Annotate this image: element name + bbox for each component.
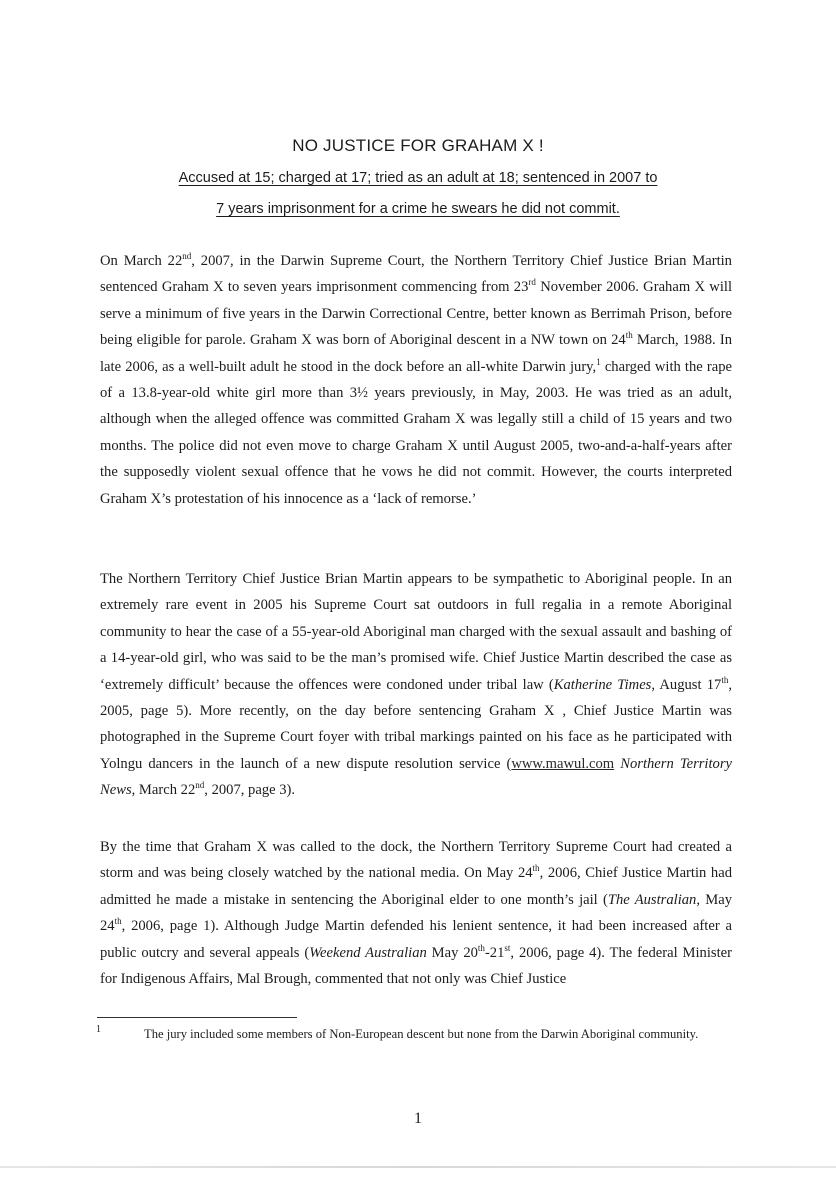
p3-superscript: th <box>477 942 485 953</box>
p3-text: By the time that Graham X was called to the dock, the Northern Territory Supreme Court had created a storm and was being closely watched by the national media. On May 24 <box>100 839 732 882</box>
scan-edge-divider <box>0 1166 836 1168</box>
p2-text: , 2007, page 3). <box>204 782 296 799</box>
p1-text: November 2006. Graham X will serve a minimum of five years in the Darwin Correctional Centre, better known as Berrimah Prison, before being eligible for parole. Graham X was born of Aboriginal descent in a NW town on 24 <box>100 279 732 349</box>
web-link[interactable]: www.mawul.com <box>511 755 615 772</box>
document-subtitle-line-1: Accused at 15; charged at 17; tried as an adult at 18; sentenced in 2007 to <box>178 170 658 186</box>
p1-superscript: th <box>625 330 633 341</box>
p3-citation: The Australian <box>607 891 697 908</box>
document-title: NO JUSTICE FOR GRAHAM X ! <box>292 136 544 155</box>
p3-text: May 20 <box>426 944 478 961</box>
footnote-reference: 1 <box>596 356 601 367</box>
p3-superscript: st <box>504 942 511 953</box>
p3-text: , 2006, page 4). The federal Minister for Indigenous Affairs, Mal Brough, commented that not only was Chief Justice <box>100 944 732 988</box>
paragraph-1 <box>100 248 732 512</box>
p2-text: , 2005, page 5). More recently, on the day before sentencing Graham X , Chief Justice Martin was photographed in the Supreme Court foyer with tribal markings painted on his face as he participated with Yolngu dancers in the launch of a new dispute resolution service ( <box>100 676 732 772</box>
page-number: 1 <box>414 1110 422 1127</box>
p1-text: , 2007, in the Darwin Supreme Court, the Northern Territory Chief Justice Brian Martin sentenced Graham X to seven years imprisonment commencing from 23 <box>100 253 732 296</box>
p1-text: On March 22 <box>100 253 183 269</box>
p2-superscript: th <box>721 674 729 685</box>
p3-citation: Weekend Australian <box>309 944 427 961</box>
p1-superscript: rd <box>528 277 536 288</box>
p2-text: The Northern Territory Chief Justice Brian Martin appears to be sympathetic to Aboriginal people. In an extremely rare event in 2005 his Supreme Court sat outdoors in full regalia in a remote Aboriginal community to hear the case of a 55-year-old Aboriginal man charged with the sexual assault and bashing of a 14-year-old girl, who was said to be the man’s promised wife. Chief Justice Martin described the case as ‘extremely difficult’ because the offences were condoned under tribal law ( <box>100 571 732 693</box>
p1-text: charged with the rape of a 13.8-year-old white girl more than 3½ years previously, in May, 2003. He was tried as an adult, although when the alleged offence was committed Graham X was legally still a child of 15 years and two months. The police did not even move to charge Graham X until August 2005, two-and-a-half-years after the supposedly violent sexual offence that he vows he did not commit. However, the courts interpreted Graham X’s protestation of his innocence as a ‘lack of remorse.’ <box>100 358 732 507</box>
document-subtitle-line-2: 7 years imprisonment for a crime he swears he did not commit. <box>216 201 620 217</box>
p3-text: -21 <box>484 944 505 961</box>
p1-superscript: nd <box>182 251 192 261</box>
footnote-text: The jury included some members of Non-European descent but none from the Darwin Aboriginal community. <box>144 1027 699 1041</box>
p1-text: March, 1988. In late 2006, as a well-built adult he stood in the dock before an all-white Darwin jury, <box>100 332 732 375</box>
footnote <box>96 1022 716 1042</box>
p3-superscript: th <box>532 863 540 874</box>
footnote-marker: 1 <box>96 1024 101 1035</box>
p3-text: , 2006, page 1). Although Judge Martin defended his lenient sentence, it had been increased after a public outcry and several appeals ( <box>100 918 732 961</box>
p2-citation: Katherine Times <box>553 676 652 693</box>
footnote-divider <box>97 1017 297 1018</box>
p3-text: , May 24 <box>100 891 732 935</box>
p2-text: , August 17 <box>651 676 722 693</box>
p3-superscript: th <box>114 916 122 927</box>
p2-text: , March 22 <box>131 782 196 799</box>
paragraph-2 <box>100 566 732 804</box>
paragraph-3 <box>100 834 732 992</box>
p2-citation: Northern Territory News <box>100 755 732 799</box>
p2-superscript: nd <box>195 780 205 791</box>
p3-text: , 2006, Chief Justice Martin had admitted he made a mistake in sentencing the Aboriginal elder to one month’s jail ( <box>100 865 732 908</box>
